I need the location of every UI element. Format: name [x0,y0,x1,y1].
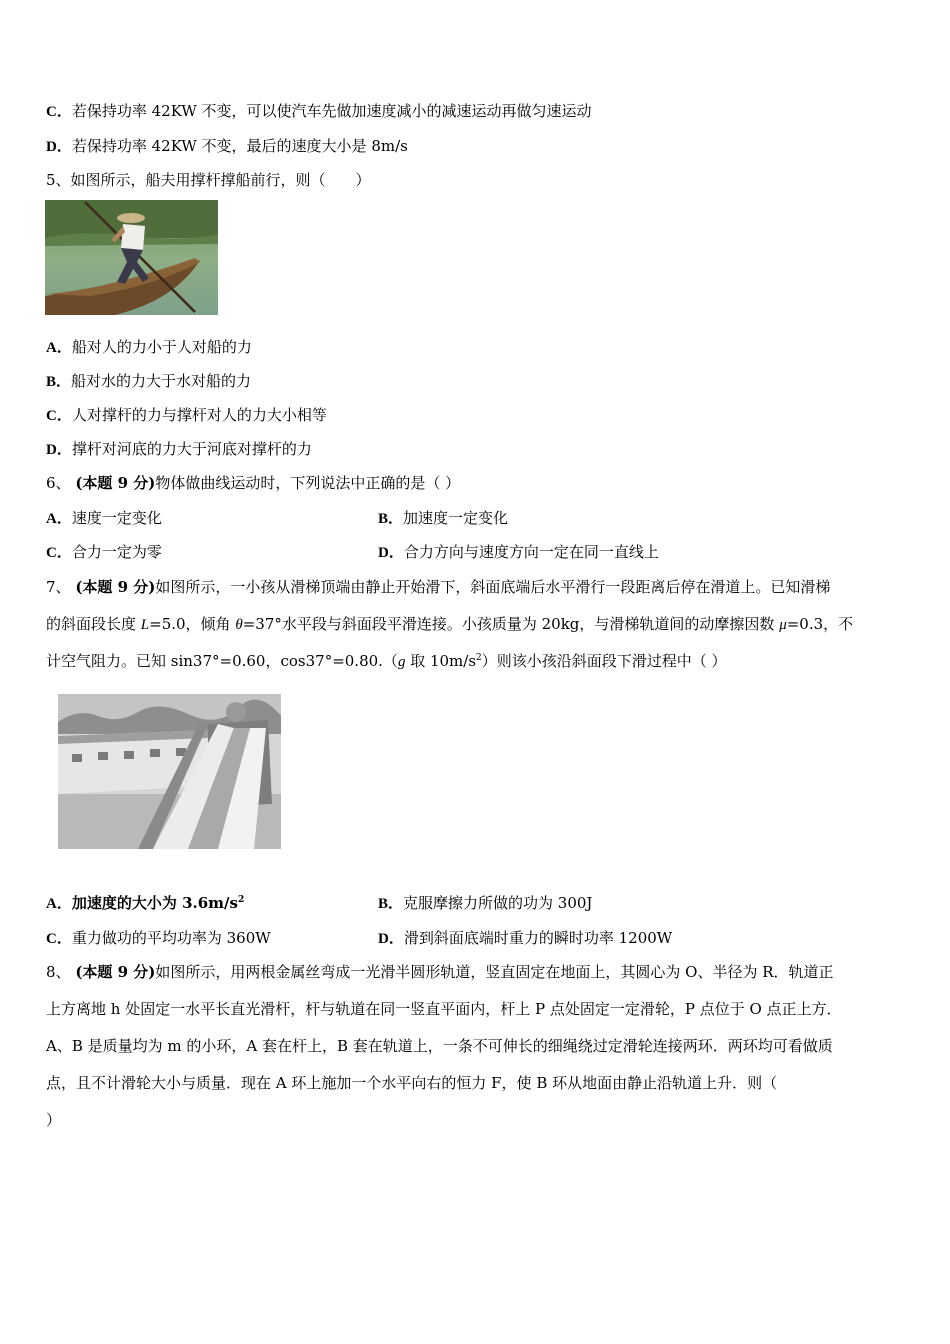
q5-option-a: A．船对人的力小于人对船的力 [46,338,252,356]
q5-option-d: D．撑杆对河底的力大于河底对撑杆的力 [46,440,312,458]
q5-option-c: C．人对撑杆的力与撑杆对人的力大小相等 [46,406,327,424]
q8-stem-line4: 点，且不计滑轮大小与质量．现在 A 环上施加一个水平向右的恒力 F，使 B 环从地面由静止沿轨道上升．则（ [46,1074,778,1092]
q7-stem-line3: 计空气阻力。已知 sin37°=0.60，cos37°=0.80.（g 取 $10m/s^2$）则该小孩沿斜面段下滑过程中（ ） [46,652,727,670]
q7-option-d: D．滑到斜面底端时重力的瞬时功率 1200W [378,929,673,947]
q6-option-b: B．加速度一定变化 [378,509,509,527]
q8-stem-line5: ） [46,1111,62,1129]
q6-option-d: D．合力方向与速度方向一定在同一直线上 [378,543,659,561]
q7-option-b: B．克服摩擦力所做的功为 300J [378,894,593,912]
q6-option-a: A．速度一定变化 [46,509,162,527]
q7-stem-line2: 的斜面段长度 L=5.0，倾角 θ=37°水平段与斜面段平滑连接。小孩质量为 20kg，与滑梯轨道间的动摩擦因数 μ=0.3，不 [46,615,854,633]
q8-stem-line2: 上方离地 h 处固定一水平长直光滑杆，杆与轨道在同一竖直平面内，杆上 P 点处固定一定滑轮，P 点位于 O 点正上方． [46,1000,842,1018]
q7-option-c: C．重力做功的平均功率为 360W [46,929,271,947]
q8-stem-line3: A、B 是质量均为 m 的小环，A 套在杆上，B 套在轨道上，一条不可伸长的细绳绕过定滑轮连接两环．两环均可看做质 [46,1037,833,1055]
q7-stem-line1: 7、 (本题 9 分)如图所示，一小孩从滑梯顶端由静止开始滑下，斜面底端后水平滑行一段距离后停在滑道上。已知滑梯 [46,578,831,596]
q7-option-a: A．加速度的大小为 $3.6m/s^2$ [46,894,245,912]
q4-option-d: D．若保持功率 42KW 不变，最后的速度大小是 8m/s [46,137,408,155]
q5-stem: 5、如图所示，船夫用撑杆撑船前行，则（ ） [46,171,371,189]
slide-photo [58,694,281,849]
boatman-photo [45,200,218,315]
q5-option-b: B．船对水的力大于水对船的力 [46,372,252,390]
q6-option-c: C．合力一定为零 [46,543,162,561]
q6-stem: 6、 (本题 9 分)物体做曲线运动时，下列说法中正确的是（ ） [46,474,461,492]
q4-option-c: C．若保持功率 42KW 不变，可以使汽车先做加速度减小的减速运动再做匀速运动 [46,102,592,120]
q8-stem-line1: 8、 (本题 9 分)如图所示，用两根金属丝弯成一光滑半圆形轨道，竖直固定在地面上，其圆心为 O、半径为 R．轨道正 [46,963,834,981]
